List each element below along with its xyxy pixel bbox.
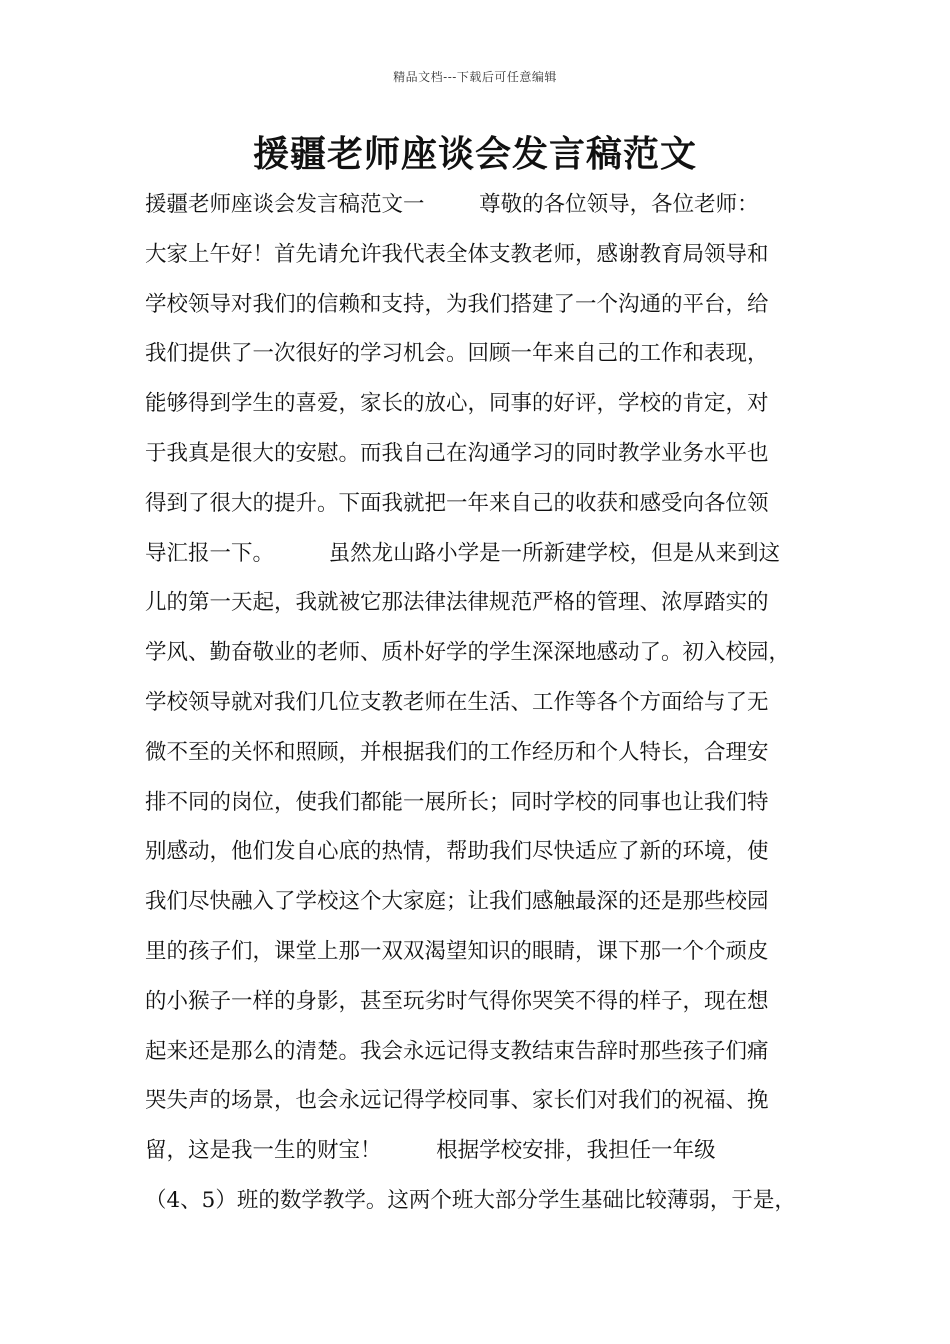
body-line: 学校领导就对我们几位支教老师在生活、工作等各个方面给与了无 [145, 689, 769, 715]
header-note: 精品文档---下载后可任意编辑 [393, 70, 557, 84]
body-line: 排不同的岗位，使我们都能一展所长；同时学校的同事也让我们特 [145, 789, 769, 815]
body-line: 留，这是我一生的财宝！ 根据学校安排，我担任一年级 [145, 1138, 716, 1164]
body-line: 援疆老师座谈会发言稿范文一 尊敬的各位领导，各位老师： [145, 192, 759, 217]
body-line: 里的孩子们，课堂上那一双双渴望知识的眼睛，课下那一个个顽皮 [145, 938, 769, 964]
document-body [145, 180, 835, 1226]
body-line: 我们提供了一次很好的学习机会。回顾一年来自己的工作和表现， [145, 341, 769, 367]
body-line: 能够得到学生的喜爱，家长的放心，同事的好评，学校的肯定，对 [145, 391, 769, 417]
body-line: 学风、勤奋敬业的老师、质朴好学的学生深深地感动了。初入校园， [145, 640, 791, 666]
document-title: 援疆老师座谈会发言稿范文 [252, 133, 697, 175]
body-line: （4、5）班的数学教学。这两个班大部分学生基础比较薄弱，于是， [145, 1187, 796, 1213]
body-line: 学校领导对我们的信赖和支持，为我们搭建了一个沟通的平台，给 [145, 291, 769, 317]
body-line: 于我真是很大的安慰。而我自己在沟通学习的同时教学业务水平也 [145, 440, 769, 466]
body-line: 儿的第一天起，我就被它那法律法律规范严格的管理、浓厚踏实的 [145, 590, 769, 616]
body-line: 我们尽快融入了学校这个大家庭；让我们感触最深的还是那些校园 [145, 889, 769, 915]
body-line: 别感动，他们发自心底的热情，帮助我们尽快适应了新的环境，使 [145, 839, 769, 865]
body-line: 的小猴子一样的身影，甚至玩劣时气得你哭笑不得的样子，现在想 [145, 988, 769, 1014]
body-line: 大家上午好！首先请允许我代表全体支教老师，感谢教育局领导和 [145, 241, 769, 267]
body-line: 得到了很大的提升。下面我就把一年来自己的收获和感受向各位领 [145, 490, 769, 516]
body-line: 起来还是那么的清楚。我会永远记得支教结束告辞时那些孩子们痛 [145, 1038, 769, 1064]
body-line: 哭失声的场景，也会永远记得学校同事、家长们对我们的祝福、挽 [145, 1088, 769, 1114]
body-line: 导汇报一下。 虽然龙山路小学是一所新建学校，但是从来到这 [145, 540, 781, 566]
body-line: 微不至的关怀和照顾，并根据我们的工作经历和个人特长，合理安 [145, 739, 769, 765]
